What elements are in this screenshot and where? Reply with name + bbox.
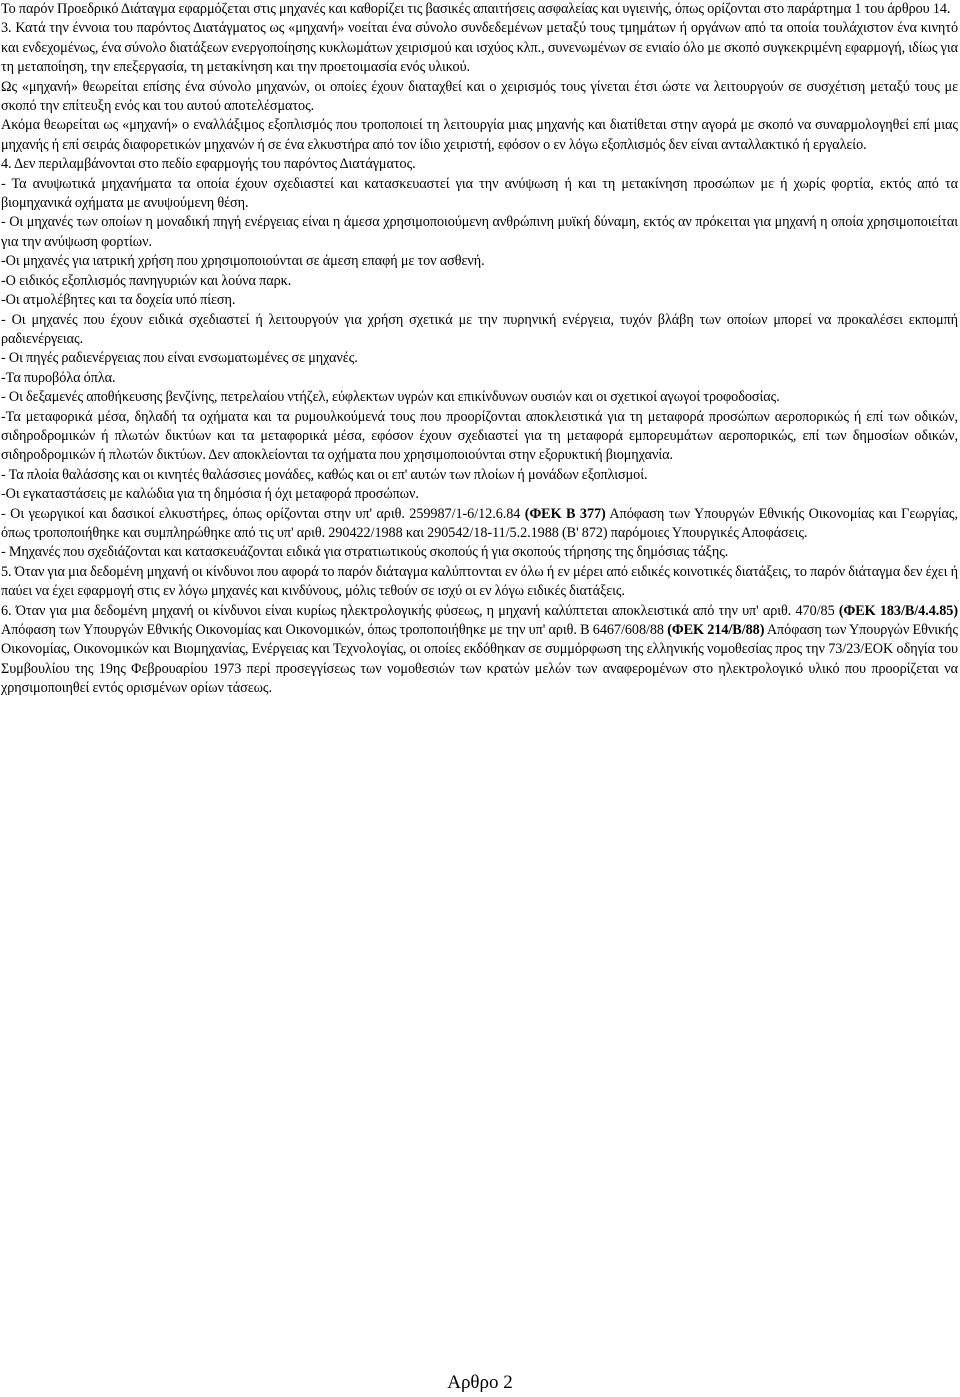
list-item-storage-tanks: - Οι δεξαμενές αποθήκευσης βενζίνης, πετρελαίου ντήζελ, εύφλεκτων υγρών και επικίνδυνων ουσιών και οι σχετικοί αγωγοί τροφοδοσίας. — [1, 389, 780, 406]
electrical-gazette-ref-2: (ΦΕΚ 214/Β/88) — [667, 622, 765, 638]
paragraph-exclusions-heading: 4. Δεν περιλαμβάνονται στο πεδίο εφαρμογής του παρόντος Διατάγματος. — [1, 156, 416, 173]
list-item-transport-means: -Τα μεταφορικά μέσα, δηλαδή τα οχήματα και τα ρυμουλκούμενά τους που προορίζονται αποκλειστικά για τη μεταφορά προσώπων αεροπορικώς ή επί των οδικών, σιδηροδρομικών ή πλωτών δικτύων και τα μεταφορικά μέσα, εφόσον έχουν σχεδιαστεί για τη μεταφορά εμπορευμάτων αεροπορικώς, επί των δημοσίων οδικών, σιδηροδρομικών ή πλωτών δικτύων. Δεν αποκλείονται τα οχήματα που χρησιμοποιούνται στην εξορυκτική βιομηχανία. — [1, 408, 958, 464]
list-item-fairground-equipment: -Ο ειδικός εξοπλισμός πανηγυριών και λούνα παρκ. — [1, 272, 292, 289]
page-footer-article-label — [0, 1371, 960, 1395]
electrical-text-a: 6. Όταν για μια δεδομένη μηχανή οι κίνδυνοι είναι κυρίως ηλεκτρολογικής φύσεως, η μηχανή καλύπτεται αποκλειστικά από την υπ' αριθ. 470/85 — [1, 602, 839, 619]
paragraph-interchangeable-equipment: Ακόμα θεωρείται ως «μηχανή» ο εναλλάξιμος εξοπλισμός που τροποποιεί τη λειτουργία μιας μηχανής και διατίθεται στην αγορά με σκοπό να συναρμολογηθεί επί μιας μηχανής ή επί σειράς διαφορετικών μηχανών ή σε ένα ελκυστήρα από τον ίδιο χειριστή, εφόσον ο εν λόγω εξοπλισμός δεν είναι ανταλλακτικό ή εργαλείο. — [1, 117, 958, 153]
paragraph-electrical-risks — [1, 602, 958, 699]
paragraph-community-provisions: 5. Όταν για μια δεδομένη μηχανή οι κίνδυνοι που αφορά το παρόν διάταγμα καλύπτονται εν όλω ή εν μέρει από ειδικές κοινοτικές διατάξεις, το παρόν διάταγμα δεν έχει ή παύει να έχει εφαρμογή στις εν λόγω μηχανές και κινδύνους, μόλις τεθούν σε ισχύ οι εν λόγω ειδικές διατάξεις. — [1, 563, 958, 600]
list-item-agricultural-tractors — [1, 505, 958, 544]
list-item-radiation-sources: - Οι πηγές ραδιενέργειας που είναι ενσωματωμένες σε μηχανές. — [1, 350, 358, 367]
paragraph-machine-assembly: Ως «μηχανή» θεωρείται επίσης ένα σύνολο μηχανών, οι οποίες έχουν διαταχθεί και ο χειρισμός τους γίνεται έτσι ώστε να λειτουργούν σε συσχέτιση μεταξύ τους με σκοπό την επίτευξη ενός και του αυτού αποτελέσματος. — [1, 78, 958, 115]
electrical-text-b: Απόφαση των Υπουργών Εθνικής Οικονομίας και Οικονομικών, όπως τροποποιήθηκε με την υπ' αριθ. Β 6467/608/88 — [1, 622, 668, 638]
list-item-cable-installations: -Οι εγκαταστάσεις με καλώδια για τη δημόσια ή όχι μεταφορά προσώπων. — [1, 486, 419, 503]
tractors-gazette-ref: (ΦΕΚ Β 377) — [524, 505, 606, 522]
tractors-text-a: - Οι γεωργικοί και δασικοί ελκυστήρες, όπως ορίζονται στην υπ' αριθ. 259987/1-6/12.6.84 — [1, 505, 525, 522]
list-item-lifting-machinery: - Τα ανυψωτικά μηχανήματα τα οποία έχουν σχεδιαστεί και κατασκευαστεί για την ανύψωση ή και τη μετακίνηση προσώπων με ή χωρίς φορτία, εκτός από τα βιομηχανικά οχήματα με ανυψούμενη θέση. — [1, 175, 958, 212]
list-item-sea-vessels: - Τα πλοία θαλάσσης και οι κινητές θαλάσσιες μονάδες, καθώς και οι επ' αυτών των πλοίων ή μονάδων εξοπλισμοί. — [1, 466, 648, 483]
list-item-manual-machines: - Οι μηχανές των οποίων η μοναδική πηγή ενέργειας είναι η άμεσα χρησιμοποιούμενη ανθρώπινη μυϊκή δύναμη, εκτός αν πρόκειται για μηχανή η οποία χρησιμοποιείται για την ανύψωση φορτίων. — [1, 214, 958, 250]
electrical-gazette-ref-1: (ΦΕΚ 183/Β/4.4.85) — [838, 602, 958, 619]
list-item-medical-machines: -Οι μηχανές για ιατρική χρήση που χρησιμοποιούνται σε άμεση επαφή με τον ασθενή. — [1, 253, 485, 270]
list-item-firearms: -Τα πυροβόλα όπλα. — [1, 369, 116, 386]
electrical-text-c: Απόφαση των Υπουργών Εθνικής Οικονομίας, Οικονομικών και Βιομηχανίας, Ενέργειας και Τεχνολογίας, οι οποίες εκδόθηκαν σε συμμόρφωση της ελληνικής νομοθεσίας προς την 73/23/ΕΟΚ οδηγία του Συμβουλίου της 19ης Φεβρουαρίου 1973 περί προσεγγίσεως των νομοθεσιών των κρατών μελών των αναφερομένων στο ηλεκτρολογικό υλικό που προορίζεται να χρησιμοποιηθεί εντός ορισμένων ορίων τάσεως. — [1, 622, 958, 697]
paragraph-scope-intro: Το παρόν Προεδρικό Διάταγμα εφαρμόζεται στις μηχανές και καθορίζει τις βασικές απαιτήσεις ασφαλείας και υγιεινής, όπως ορίζονται στο παράρτημα 1 του άρθρου 14. — [1, 1, 951, 17]
list-item-boilers: -Οι ατμολέβητες και τα δοχεία υπό πίεση. — [1, 292, 236, 309]
list-item-nuclear-machines: - Οι μηχανές που έχουν ειδικά σχεδιαστεί ή λειτουργούν για χρήση σχετικά με την πυρηνική ενέργεια, τυχόν βλάβη των οποίων μπορεί να προκαλέσει εκπομπή ραδιενέργειας. — [1, 311, 958, 347]
footer-text: Αρθρο 2 — [447, 1372, 513, 1393]
list-item-military-machines: - Μηχανές που σχεδιάζονται και κατασκευάζονται ειδικά για στρατιωτικούς σκοπούς ή για σκοπούς τήρησης της δημόσιας τάξης. — [1, 544, 729, 561]
paragraph-machine-definition: 3. Κατά την έννοια του παρόντος Διατάγματος ως «μηχανή» νοείται ένα σύνολο συνδεδεμένων μεταξύ τους τμημάτων ή οργάνων από τα οποία τουλάχιστον ένα κινητό και ενδεχομένως, ένα σύνολο διατάξεων ενεργοποίησης κυκλωμάτων χειρισμού και ισχύος κλπ., συνενωμένων σε ενιαίο όλο με σκοπό συγκεκριμένη εφαρμογή, ιδίως για τη μεταποίηση, την επεξεργασία, τη μετακίνηση και την προετοιμασία ενός υλικού. — [1, 20, 958, 76]
tractors-text-b: Απόφαση των Υπουργών Εθνικής Οικονομίας και Γεωργίας, όπως τροποποιήθηκε και συμπληρώθηκε από τις υπ' αριθ. 290422/1988 και 290542/18-11/5.2.1988 (Β' 872) παρόμοιες Υπουργικές Αποφάσεις. — [1, 505, 958, 541]
